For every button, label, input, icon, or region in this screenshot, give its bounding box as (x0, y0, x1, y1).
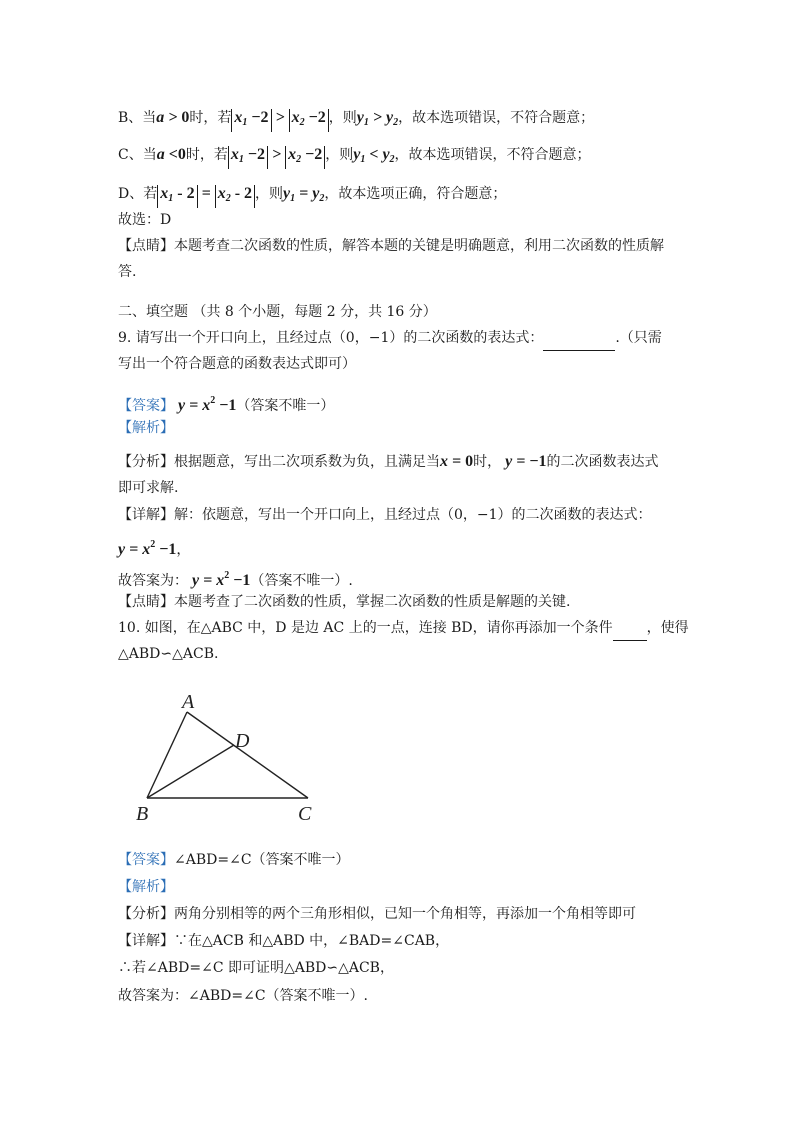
detail-tag: 【详解】 (118, 933, 174, 949)
formula-y-eq-x2-minus-1: $y = x^2 -1$ (188, 570, 251, 589)
analysis-text: 根据题意，写出二次项系数为负，且满足当 (174, 454, 440, 470)
final-note: （答案不唯一）. (250, 573, 353, 589)
comment-tag: 【点睛】 (118, 238, 174, 254)
label-c: C (298, 803, 312, 825)
q9-detail-formula (118, 535, 190, 560)
formula-y1-lt-y2: $y_1 < y_2$ (353, 146, 395, 165)
answer-blank (543, 330, 615, 351)
formula-a-lt-0: a <0 (156, 146, 186, 163)
question-9-tail: .（只需 (615, 330, 662, 346)
question-9-text: 9. 请写出一个开口向上，且经过点（0，−1）的二次函数的表达式： (118, 330, 544, 346)
answer-note: （答案不唯一） (236, 398, 335, 414)
formula-y1-eq-y2: $y_1 = y_2$ (283, 185, 325, 204)
formula-y-eq-x2-minus-1: $y = x^2 -1$ (174, 395, 237, 414)
analysis-tag: 【分析】 (118, 454, 174, 470)
q9-jiexi: 【解析】 (118, 420, 174, 436)
answer-text: ∠ABD=∠C（答案不唯一） (174, 852, 350, 868)
option-b (118, 108, 594, 133)
q10-detail-2: ∴若∠ABD=∠C 即可证明△ABD∽△ACB， (118, 960, 394, 976)
comment-text: 本题考查了二次函数的性质，掌握二次函数的性质是解题的关键. (174, 594, 571, 610)
formula-y1-gt-y2: $y_1 > y_2$ (356, 109, 399, 128)
answer-tag: 【答案】 (118, 398, 174, 414)
option-d-suffix: ，故本选项正确，符合题意； (324, 186, 507, 202)
formula-abs-inequality: $x_1 -2 > x_2 -2$ (228, 146, 325, 163)
q9-detail (118, 505, 652, 525)
option-b-suffix: ，故本选项错误，不符合题意； (398, 110, 595, 126)
comment-text: 本题考查二次函数的性质，解答本题的关键是明确题意，利用二次函数的性质解 (174, 238, 664, 254)
option-b-prefix: B、当 (118, 110, 157, 126)
comma: ， (176, 542, 191, 558)
q9-answer (118, 391, 334, 416)
triangle-figure (130, 688, 330, 830)
side-ac (187, 712, 308, 798)
q9-analysis-cont: 即可求解. (118, 480, 179, 496)
section-heading: 二、填空题 （共 8 个小题，每题 2 分，共 16 分） (118, 304, 437, 320)
analysis-tag: 【分析】 (118, 906, 174, 922)
question-10-text: 10. 如图，在△ABC 中，D 是边 AC 上的一点，连接 BD，请你再添加一个条件 (118, 620, 613, 636)
detail-tag: 【详解】 (118, 507, 174, 523)
option-d-prefix: D、若 (118, 186, 158, 202)
analysis-text: 两角分别相等的两个三角形相似，已知一个角相等，再添加一个角相等即可 (174, 906, 636, 922)
q10-detail (118, 931, 449, 951)
label-a: A (182, 691, 195, 713)
formula-x-eq-0: x = 0 (440, 453, 474, 470)
choice-line: 故选：D (118, 212, 172, 228)
detail-text: 解：依题意，写出一个开口向上，且经过点（0，−1）的二次函数的表达式： (174, 507, 652, 523)
answer-tag: 【答案】 (118, 852, 174, 868)
question-10 (118, 618, 689, 641)
formula-abs-inequality: $x_1 -2 > x_2 -2$ (231, 109, 328, 126)
analysis-text-c: 的二次函数表达式 (546, 454, 659, 470)
label-d: D (235, 730, 250, 752)
detail-text: ∵在△ACB 和△ABD 中，∠BAD=∠CAB， (174, 933, 450, 949)
option-b-then: ，则 (328, 110, 357, 126)
formula-a-gt-0: a > 0 (156, 109, 190, 126)
q9-final (118, 566, 353, 591)
option-d (118, 184, 506, 209)
q10-analysis (118, 904, 636, 924)
q9-comment (118, 592, 570, 612)
q10-final: 故答案为：∠ABD=∠C（答案不唯一）. (118, 988, 368, 1004)
analysis-text-b: 时， (473, 454, 502, 470)
question-10-tail: ，使得 (646, 620, 689, 636)
formula-y-eq-x2-minus-1: $y = x^2 -1$ (118, 539, 177, 558)
option-c-then: ，则 (325, 147, 354, 163)
comment-tag: 【点睛】 (118, 594, 174, 610)
answer-blank (613, 620, 647, 641)
final-prefix: 故答案为： (118, 573, 188, 589)
label-b: B (136, 803, 149, 825)
q10-answer (118, 850, 350, 870)
option-b-text: 时，若 (189, 110, 232, 126)
option-c-suffix: ，故本选项错误，不符合题意； (394, 147, 591, 163)
option-d-then: ，则 (255, 186, 284, 202)
formula-abs-equality: $x_1 - 2 = x_2 - 2$ (157, 185, 255, 202)
q10-jiexi: 【解析】 (118, 879, 174, 895)
comment-8-cont: 答. (118, 264, 137, 280)
formula-y-eq-minus-1: y = −1 (501, 453, 547, 470)
comment-8 (118, 236, 664, 256)
question-9-cont: 写出一个符合题意的函数表达式即可） (118, 356, 356, 372)
option-c (118, 145, 591, 170)
option-c-text: 时，若 (185, 147, 228, 163)
question-10-cont: △ABD∽△ACB. (118, 646, 219, 662)
q9-analysis (118, 452, 658, 472)
question-9 (118, 328, 662, 351)
option-c-prefix: C、当 (118, 147, 157, 163)
